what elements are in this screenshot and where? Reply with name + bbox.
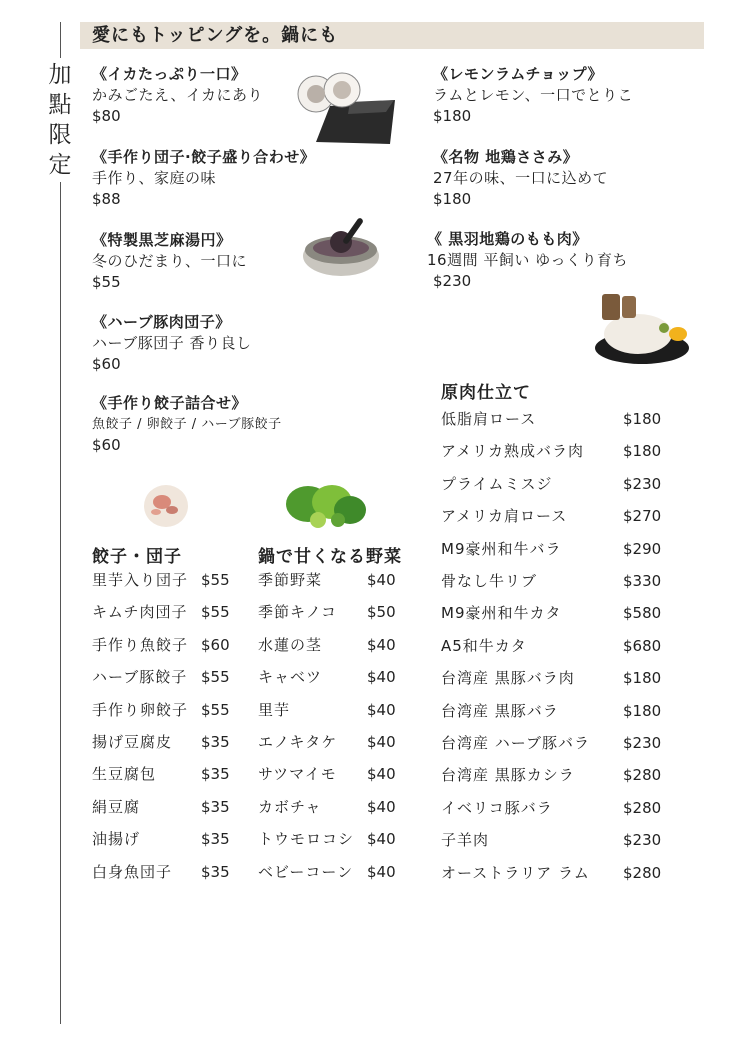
featured-item [92,230,247,293]
menu-item-name: キムチ肉団子 [92,603,188,622]
featured-desc: 手作り、家庭の味 [92,169,217,187]
menu-item-price: $55 [201,668,230,687]
menu-item-name: トウモロコシ [258,830,355,849]
featured-item [427,229,628,292]
menu-item-price: $230 [623,831,662,850]
menu-item-name: 台湾産 ハーブ豚バラ [441,734,591,752]
menu-item-name: アメリカ熟成バラ肉 [441,442,584,461]
squid-roll-photo [290,72,400,144]
menu-item-price: $40 [367,797,396,816]
featured-name: 《特製黒芝麻湯円》 [92,231,232,249]
menu-item-name: 揚げ豆腐皮 [92,733,173,751]
menu-item-name: 子羊肉 [441,831,490,850]
menu-item-price: $40 [367,668,396,687]
menu-item-name: 生豆腐包 [92,765,157,784]
menu-item-price: $40 [367,700,396,719]
vegetables-photo [282,480,368,530]
featured-price: $60 [92,355,121,373]
menu-item-name: ベビーコーン [258,862,354,881]
menu-item-price: $35 [201,830,230,849]
featured-desc: ラムとレモン、一口でとりこ [433,86,634,104]
menu-item-name: キャベツ [258,668,323,687]
featured-item [92,393,282,456]
menu-item-price: $280 [623,863,662,882]
menu-item-price: $35 [201,862,230,881]
featured-desc: 魚餃子 / 卵餃子 / ハーブ豚餃子 [92,417,282,432]
menu-item-name: 手作り魚餃子 [92,635,189,654]
featured-name: 《 黒羽地鶏のもも肉》 [427,230,588,248]
menu-item-price: $60 [201,635,230,654]
menu-item-name: A5和牛カタ [441,636,527,655]
featured-item [433,64,633,127]
menu-item-price: $35 [201,733,230,751]
menu-item-name: 季節野菜 [258,571,323,589]
featured-desc: ハーブ豚団子 香り良し [92,334,252,352]
featured-price: $60 [92,436,121,454]
featured-desc: 16週間 平飼い ゆっくり育ち [427,251,628,269]
featured-desc: 27年の味、一口に込めて [433,169,609,187]
menu-item-price: $55 [201,571,230,589]
menu-item-name: 白身魚団子 [92,862,173,881]
menu-item-name: プライムミスジ [441,474,553,493]
menu-item-price: $180 [623,410,662,428]
menu-item-price: $35 [201,765,230,784]
menu-item-price: $40 [367,862,396,881]
menu-item-name: 骨なし牛リブ [441,572,538,590]
menu-item-price: $280 [623,766,662,785]
featured-price: $230 [433,272,472,290]
menu-item-price: $290 [623,539,662,558]
menu-item-price: $280 [623,798,662,817]
featured-item [433,147,608,210]
featured-name: 《名物 地鶏ささみ》 [433,148,579,166]
side-label: 加點限定 [44,58,76,182]
featured-item [92,147,315,210]
menu-item-price: $680 [623,636,662,655]
featured-desc: かみごたえ、イカにあり [92,86,263,104]
menu-item-name: 手作り卵餃子 [92,700,189,719]
featured-name: 《手作り餃子詰合せ》 [92,394,248,412]
menu-item-name: サツマイモ [258,765,337,784]
menu-item-name: カボチャ [258,797,322,816]
featured-price: $55 [92,273,121,291]
featured-desc: 冬のひだまり、一口に [92,252,248,270]
menu-item-name: イベリコ豚バラ [441,798,553,817]
menu-item-name: M9豪州和牛カタ [441,604,562,623]
menu-item-price: $180 [623,442,662,461]
featured-price: $180 [433,107,472,125]
menu-item-name: M9豪州和牛バラ [441,539,562,558]
menu-item-price: $40 [367,635,396,654]
sesame-tangyuan-photo [300,212,382,278]
section-title-dumplings: 餃子・団子 [92,547,182,567]
featured-price: $180 [433,190,472,208]
featured-item [92,64,263,127]
menu-item-price: $40 [367,733,396,751]
menu-item-price: $330 [623,572,662,590]
menu-item-name: 季節キノコ [258,603,337,622]
section-title-meat: 原肉仕立て [441,383,531,403]
featured-price: $80 [92,107,121,125]
featured-name: 《イカたっぷり一口》 [92,65,247,83]
menu-item-name: 油揚げ [92,830,141,849]
menu-item-price: $40 [367,571,396,589]
menu-item-name: 台湾産 黒豚バラ肉 [441,669,575,688]
page-title: 愛にもトッピングを。鍋にも [92,25,339,46]
menu-item-name: エノキタケ [258,733,338,751]
chicken-platter-photo [594,290,690,366]
menu-item-name: ハーブ豚餃子 [92,668,188,687]
menu-item-name: 低脂肩ロース [441,410,537,428]
menu-item-price: $230 [623,734,662,752]
menu-item-price: $50 [367,603,396,622]
menu-item-name: 台湾産 黒豚バラ [441,701,559,720]
featured-name: 《手作り団子·餃子盛り合わせ》 [92,148,316,166]
menu-item-name: オーストラリア ラム [441,863,590,882]
menu-item-name: 絹豆腐 [92,797,141,816]
featured-price: $88 [92,190,121,208]
section-title-vegetables: 鍋で甘くなる野菜 [258,547,402,567]
menu-item-price: $580 [623,604,662,623]
menu-item-price: $40 [367,765,396,784]
menu-item-price: $180 [623,669,662,688]
menu-item-name: 水蓮の茎 [258,635,323,654]
menu-item-name: アメリカ肩ロース [441,507,568,526]
menu-item-price: $35 [201,797,230,816]
menu-item-price: $180 [623,701,662,720]
featured-name: 《レモンラムチョップ》 [433,65,604,83]
menu-item-name: 里芋 [258,700,291,719]
menu-item-price: $230 [623,474,662,493]
menu-item-price: $270 [623,507,662,526]
featured-item [92,312,252,375]
menu-item-name: 里芋入り団子 [92,571,189,589]
menu-item-price: $55 [201,603,230,622]
meatball-photo [140,480,192,530]
menu-item-price: $40 [367,830,396,849]
featured-name: 《ハーブ豚肉団子》 [92,313,231,331]
menu-item-name: 台湾産 黒豚カシラ [441,766,575,785]
menu-item-price: $55 [201,700,230,719]
